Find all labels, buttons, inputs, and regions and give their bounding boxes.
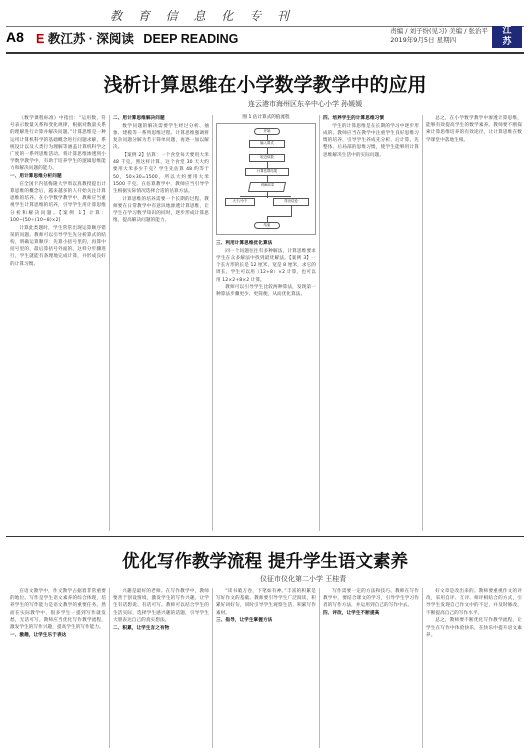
header-bottom-rule (6, 52, 524, 54)
flow-step: 输入算式 (249, 140, 285, 148)
paragraph: 总之，在小学数学教学中渗透计算思维，能够有效提高学生的数学素养。教师要不断探索计算思维培养的有效途径，让计算思维在数学课堂中落地生根。 (426, 116, 522, 143)
paragraph: 学生的计算思维是在长期的学习中逐步形成的。教师应当在教学中注重学生良好思维习惯的培养，引导学生养成先分析、后计算，先整体、后局部的思维习惯，使学生能够用计算思维解决生活中的实际问题。 (323, 123, 419, 158)
flow-connector (240, 196, 291, 197)
article1-col-4 (323, 115, 419, 531)
article1-col-2 (113, 115, 209, 531)
column-divider (422, 115, 423, 531)
section-heading: 二、用计算思维解决问题 (113, 116, 165, 121)
page-header (0, 26, 530, 51)
column-divider (422, 588, 423, 748)
edition-prefix: E (36, 32, 45, 46)
figure-caption: 图 1 估计算式的值流程 (242, 115, 290, 120)
paragraph: 好文章是改出来的。教师要重视作文的评改，采用自评、互评、师评相结合的方式，引导学生发现自己作文中的不足，并及时修改，不断提高自己的写作水平。 (426, 589, 522, 616)
date-line: 2019年9月5日 星期四 (390, 36, 457, 44)
column-divider (212, 115, 213, 531)
paragraph: 总之，教师要不断优化写作教学流程，让学生在写作中体验快乐，在快乐中提升语文素养。 (426, 618, 522, 638)
article1-byline: 连云港市海州区东辛中心小学 孙媛媛 (248, 100, 363, 108)
section-heading: 二、积累，让学生言之有物 (113, 625, 170, 631)
page-number: A8 (6, 29, 24, 45)
paragraph: 同一个问题往往有多种解法，计算思维要求学生在众多解法中找到最优解法。【案例 3】一个长方形的长是 12 厘米，宽是 8 厘米，求它的周长。学生可以用（12+8）×2 计算，也可以用 12×2+8×2 计算。 (216, 248, 316, 283)
section-heading: 一、激趣，让学生乐于表达 (10, 632, 67, 638)
flowchart-figure (216, 123, 316, 235)
flow-branch: 大于/小于 (225, 198, 255, 206)
paragraph: 计算思维的培养需要一个长期的过程。教师要在日常教学中有意识地渗透计算思维，让学生在学习数学知识的同时，逐步形成计算思维，提高解决问题的能力。 (113, 196, 209, 224)
article1-title: 浅析计算思维在小学数学教学中的应用 (103, 74, 427, 96)
article2-col-2 (113, 588, 209, 748)
flow-connector (267, 216, 292, 217)
editor-line: 责编 / 刘子纷(见习) 美编 / 张治平 (390, 27, 488, 35)
article2-byline: 仪征市仪化第二小学 王桂青 (260, 575, 347, 583)
flow-step: 取近似数 (249, 154, 285, 162)
column-divider (212, 588, 213, 748)
paragraph: “读书破万卷，下笔如有神。”丰富的积累是写好作文的基础。教师要引导学生广泛阅读，积累好词好句，同时引导学生观察生活，积累写作素材。 (216, 589, 316, 616)
paragraph: 教师可以引导学生比较两种算法，发现第一种算法步骤更少、更简便，从而优化算法。 (216, 285, 316, 298)
article-divider (6, 536, 524, 537)
edition-title (36, 29, 238, 47)
flow-decision: 判断结果 (248, 182, 286, 192)
flow-connector (291, 206, 292, 216)
article1-col-1 (10, 115, 106, 531)
paragraph: 兴趣是最好的老师。在写作教学中，教师要善于创设情境，激发学生的写作兴趣，让学生有话想说、有话可写。教师可以结合学生的生活实际，选择学生感兴趣的话题，引导学生大胆表达自己的真实想法。 (113, 589, 209, 623)
article1-col-3 (216, 240, 316, 531)
section-heading: 四、评改，让学生不断提高 (323, 611, 380, 617)
column-divider (109, 115, 110, 531)
section-heading: 三、指导，让学生掌握方法 (216, 618, 273, 624)
paragraph: 写作需要一定的方法和技巧。教师在写作教学中，要结合课文的学习，引导学生学习作者的写作方法，并运用到自己的写作中去。 (323, 589, 419, 609)
article2-col-4 (323, 588, 419, 748)
newspaper-badge (492, 26, 522, 48)
article2-col-3 (216, 588, 316, 748)
badge-line-1: 江 (502, 26, 512, 36)
paragraph: 《数学课程标准》中指出：“运用数，符号表示数量关系和变化规律，根据对数量关系的理解进行计算并解决问题。”计算思维是一种运用计算机科学的基础概念进行问题求解、系统设计以及人类行为理解等涵盖计算机科学之广度的一系列思维活动。将计算思维渗透到小学数学教学中，有助于培养学生的逻辑思维能力和解决问题的能力。 (10, 116, 106, 172)
paragraph: 数学问题的解决需要学生经过分析、抽象、建模等一系列思维过程。计算思维强调将复杂问题分解为若干简单问题，再逐一加以解决。 (113, 123, 209, 151)
paragraph: 在语文教学中，作文教学占据着非常重要的地位。写作是学生语文素养的综合体现，培养学生的写作能力是语文教学的重要任务。然而在实际教学中，很多学生一提到写作就发愁，无话可写。教师应当优化写作教学流程，激发学生的写作兴趣，提高学生的写作能力。 (10, 589, 106, 631)
edition-en: DEEP READING (143, 32, 239, 46)
flow-connector (267, 192, 268, 198)
article2-col-5 (426, 588, 522, 748)
article2-title: 优化写作教学流程 提升学生语文素养 (121, 552, 409, 572)
section-heading: 四、培养学生的计算思维习惯 (323, 116, 385, 121)
paragraph: 计算此类题时，学生常常出现运算顺序错误的问题。教师可以引导学生先分析算式的结构，明确运算顺序：先算小括号里的，再算中括号里的，最后算括号外面的。这样分步骤进行，学生就能有条理地完成计算，并形成良好的计算习惯。 (10, 225, 106, 267)
flow-step: 得出结论 (273, 198, 309, 206)
article2-col-1 (10, 588, 106, 748)
series-banner (0, 0, 530, 26)
column-divider (319, 115, 320, 531)
paragraph: 【案例 2】估算：一个食堂每天要用大米 48 千克，照这样计算，这个食堂 30 天大约要用大米多少千克？学生先估算 48 约等于 50，50×30=1500，所以大约要用大米 1500 千克。在估算教学中，教师应当引导学生根据实际情况选择合适的估算方法。 (113, 153, 209, 195)
badge-line-2: 苏 (502, 37, 512, 47)
editor-meta (390, 27, 488, 45)
column-divider (319, 588, 320, 748)
series-title: 教 育 信 息 化 专 刊 (110, 9, 295, 23)
column-divider (109, 588, 110, 748)
section-heading: 三、利用计算思维优化算法 (216, 241, 273, 246)
flow-start: 开始 (254, 128, 280, 135)
section-heading: 一、用计算思维分析问题 (10, 174, 62, 180)
article1-col-5 (426, 115, 522, 531)
edition-name: 教江苏 · 深阅读 (47, 32, 134, 46)
flow-step: 计算估算结果 (245, 168, 289, 176)
paragraph: 在全国卡内基梅隆大学周以真教授提出计算思维的概念后，越来越多的人开始关注计算思维的培养。在小学数学教学中，教师应当重视学生计算思维的培养，引导学生用计算思维分析和解决问题。【案例 1】计算：100−[50÷(10−8)×2] (10, 181, 106, 223)
flow-end: 结束 (254, 222, 280, 229)
